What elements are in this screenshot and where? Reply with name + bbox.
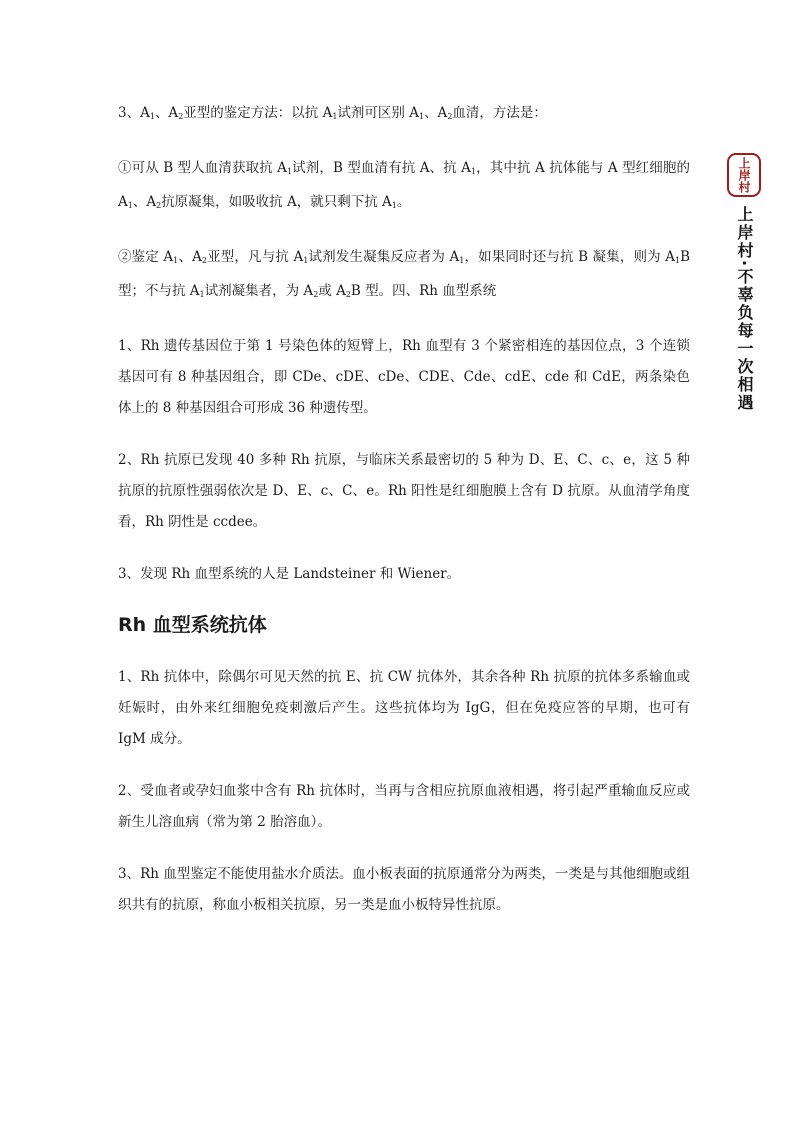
seal-text: 上岸村 <box>737 157 751 193</box>
document-body <box>118 98 690 921</box>
rh-antigens-paragraph: 2、Rh 抗原已发现 40 多种 Rh 抗原，与临床关系最密切的 5 种为 D、E、C、c、e，这 5 种抗原的抗原性强弱依次是 D、E、c、C、e。Rh 阳性是红细胞膜上含有 D 抗原。从血清学角度看，Rh 阴性是 ccdee。 <box>118 452 690 530</box>
brand-slogan: 上岸村·不辜负每一次相遇 <box>735 206 754 413</box>
antibody-heading: Rh 血型系统抗体 <box>118 614 267 636</box>
rh-discoverers-paragraph: 3、发现 Rh 血型系统的人是 Landsteiner 和 Wiener。 <box>118 566 461 582</box>
subtype-method-paragraph: 3、$A_1$、$A_2$亚型的鉴定方法：以抗 $A_1$试剂可区别 $A_1$、$A_2$血清，方法是： <box>118 105 547 121</box>
antibody-paragraph-2: 2、受血者或孕妇血浆中含有 Rh 抗体时，当再与含相应抗原血液相遇，将引起严重输血反应或新生儿溶血病（常为第 2 胎溶血）。 <box>118 783 690 830</box>
antibody-paragraph-3: 3、Rh 血型鉴定不能使用盐水介质法。血小板表面的抗原通常分为两类，一类是与其他细胞或组织共有的抗原，称血小板相关抗原，另一类是血小板特异性抗原。 <box>118 866 690 913</box>
rh-genetics-paragraph: 1、Rh 遗传基因位于第 1 号染色体的短臂上，Rh 血型有 3 个紧密相连的基因位点，3 个连锁基因可有 8 种基因组合，即 CDe、cDE、cDe、CDE、Cde、cdE、cde 和 CdE，两条染色体上的 8 种基因组合可形成 36 种遗传型。 <box>118 338 690 416</box>
brand-seal <box>727 153 761 197</box>
antibody-paragraph-1: 1、Rh 抗体中，除偶尔可见天然的抗 E、抗 CW 抗体外，其余各种 Rh 抗原的抗体多系输血或妊娠时，由外来红细胞免疫刺激后产生。这些抗体均为 IgG，但在免疫应答的早期，也可有 IgM 成分。 <box>118 669 690 747</box>
method-two-paragraph: ②鉴定 $A_1$、$A_2$亚型，凡与抗 $A_1$试剂发生凝集反应者为 $A_1$，如果同时还与抗 B 凝集，则为 $A_1B$ 型；不与抗 $A_1$试剂凝集者，为 $A_2$或 $A_2B$ 型。四、Rh 血型系统 <box>118 249 691 299</box>
method-one-paragraph: ①可从 B 型人血清获取抗 $A_1$试剂，B 型血清有抗 A、抗 $A_1$，其中抗 A 抗体能与 A 型红细胞的 $A_1$、$A_2$抗原凝集，如吸收抗 A，就只剩下抗 $A_1$。 <box>118 160 691 210</box>
